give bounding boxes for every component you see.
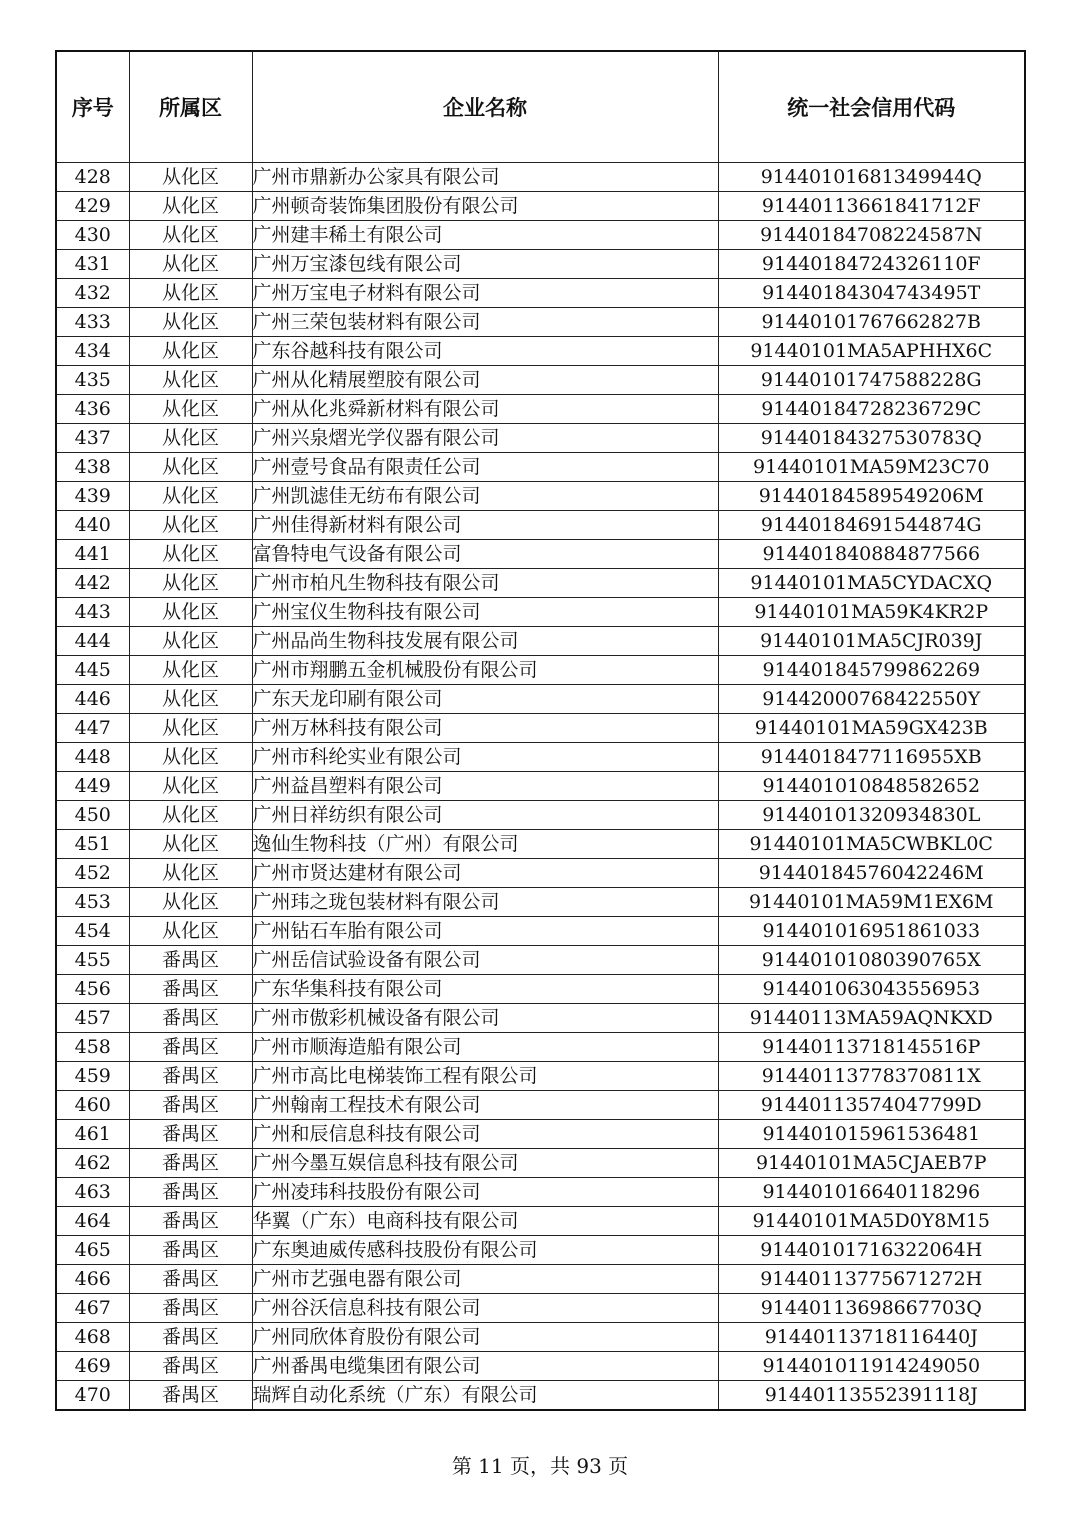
row-credit-code: 91440101080390765X — [718, 946, 1025, 975]
row-district: 番禺区 — [129, 1178, 252, 1207]
row-company-name: 广州翰南工程技术有限公司 — [252, 1091, 718, 1120]
row-district: 从化区 — [129, 685, 252, 714]
row-number: 464 — [56, 1207, 129, 1236]
table-row — [56, 946, 1025, 975]
row-district: 番禺区 — [129, 1352, 252, 1381]
table-row — [56, 743, 1025, 772]
row-company-name: 广州万宝漆包线有限公司 — [252, 250, 718, 279]
row-district: 番禺区 — [129, 946, 252, 975]
row-district: 从化区 — [129, 859, 252, 888]
row-number: 465 — [56, 1236, 129, 1265]
row-company-name: 广州兴泉熠光学仪器有限公司 — [252, 424, 718, 453]
row-company-name: 广州市翔鹏五金机械股份有限公司 — [252, 656, 718, 685]
row-company-name: 富鲁特电气设备有限公司 — [252, 540, 718, 569]
row-credit-code: 91440113698667703Q — [718, 1294, 1025, 1323]
row-district: 从化区 — [129, 656, 252, 685]
row-company-name: 广州市高比电梯装饰工程有限公司 — [252, 1062, 718, 1091]
row-district: 番禺区 — [129, 1207, 252, 1236]
row-district: 从化区 — [129, 714, 252, 743]
table-row — [56, 598, 1025, 627]
row-company-name: 广州从化兆舜新材料有限公司 — [252, 395, 718, 424]
row-district: 从化区 — [129, 308, 252, 337]
row-number: 449 — [56, 772, 129, 801]
table-row — [56, 888, 1025, 917]
row-company-name: 广州市艺强电器有限公司 — [252, 1265, 718, 1294]
row-credit-code: 91440101MA5CJAEB7P — [718, 1149, 1025, 1178]
row-number: 448 — [56, 743, 129, 772]
row-credit-code: 91440101084858265​2 — [718, 772, 1025, 801]
row-company-name: 广东天龙印刷有限公司 — [252, 685, 718, 714]
row-credit-code: 91440101747588228G — [718, 366, 1025, 395]
table-row — [56, 1236, 1025, 1265]
row-credit-code: 91440113718145516P — [718, 1033, 1025, 1062]
table-row — [56, 1033, 1025, 1062]
row-number: 436 — [56, 395, 129, 424]
row-credit-code: 91440101MA5APHHX6C — [718, 337, 1025, 366]
row-district: 番禺区 — [129, 1265, 252, 1294]
row-credit-code: 91440184728236729C — [718, 395, 1025, 424]
row-district: 番禺区 — [129, 1381, 252, 1411]
row-district: 从化区 — [129, 366, 252, 395]
row-credit-code: 91440184691544874G — [718, 511, 1025, 540]
table-row — [56, 337, 1025, 366]
table-row — [56, 395, 1025, 424]
row-district: 从化区 — [129, 830, 252, 859]
row-company-name: 广州市傲彩机械设备有限公司 — [252, 1004, 718, 1033]
row-number: 457 — [56, 1004, 129, 1033]
table-row — [56, 1120, 1025, 1149]
table-row — [56, 1207, 1025, 1236]
row-company-name: 广州玮之珑包装材料有限公司 — [252, 888, 718, 917]
row-company-name: 广州品尚生物科技发展有限公司 — [252, 627, 718, 656]
table-row — [56, 1091, 1025, 1120]
row-company-name: 广东奥迪威传感科技股份有限公司 — [252, 1236, 718, 1265]
header-name: 企业名称 — [252, 51, 718, 163]
row-number: 433 — [56, 308, 129, 337]
table-row — [56, 569, 1025, 598]
row-district: 从化区 — [129, 772, 252, 801]
row-company-name: 广州凯滤佳无纺布有限公司 — [252, 482, 718, 511]
row-company-name: 广州番禺电缆集团有限公司 — [252, 1352, 718, 1381]
row-number: 430 — [56, 221, 129, 250]
row-credit-code: 91440184327530783Q — [718, 424, 1025, 453]
row-number: 461 — [56, 1120, 129, 1149]
row-company-name: 广州顿奇装饰集团股份有限公司 — [252, 192, 718, 221]
row-credit-code: 91440101MA5D0Y8M15 — [718, 1207, 1025, 1236]
row-district: 番禺区 — [129, 1294, 252, 1323]
row-credit-code: 91440101767662827B — [718, 308, 1025, 337]
row-credit-code: 91440106304355695​3 — [718, 975, 1025, 1004]
row-company-name: 广州万宝电子材料有限公司 — [252, 279, 718, 308]
row-district: 从化区 — [129, 627, 252, 656]
row-number: 432 — [56, 279, 129, 308]
table-row — [56, 1178, 1025, 1207]
row-credit-code: 91440101MA59M1EX6M — [718, 888, 1025, 917]
table-row — [56, 308, 1025, 337]
table-row — [56, 1062, 1025, 1091]
table-header — [56, 51, 1025, 163]
row-company-name: 广州钻石车胎有限公司 — [252, 917, 718, 946]
table-row — [56, 424, 1025, 453]
row-credit-code: 91440184088487756​6 — [718, 540, 1025, 569]
row-credit-code: 91440101MA5CWBKL0C — [718, 830, 1025, 859]
row-credit-code: 91440113552391118J — [718, 1381, 1025, 1411]
row-number: 460 — [56, 1091, 129, 1120]
table-row — [56, 366, 1025, 395]
table-row — [56, 511, 1025, 540]
table-row — [56, 163, 1025, 192]
row-company-name: 广州市贤达建材有限公司 — [252, 859, 718, 888]
row-credit-code: 91440101MA5CJR039J — [718, 627, 1025, 656]
row-company-name: 广州日祥纺织有限公司 — [252, 801, 718, 830]
row-company-name: 广州三荣包装材料有限公司 — [252, 308, 718, 337]
row-number: 452 — [56, 859, 129, 888]
table-row — [56, 453, 1025, 482]
row-company-name: 广州万林科技有限公司 — [252, 714, 718, 743]
row-district: 从化区 — [129, 337, 252, 366]
row-number: 458 — [56, 1033, 129, 1062]
row-number: 442 — [56, 569, 129, 598]
table-row — [56, 714, 1025, 743]
row-number: 446 — [56, 685, 129, 714]
table-row — [56, 1004, 1025, 1033]
table-row — [56, 801, 1025, 830]
row-credit-code: 91440113775671272H — [718, 1265, 1025, 1294]
row-district: 番禺区 — [129, 1149, 252, 1178]
row-number: 467 — [56, 1294, 129, 1323]
row-district: 从化区 — [129, 221, 252, 250]
table-row — [56, 192, 1025, 221]
table-body — [56, 163, 1025, 1411]
row-company-name: 广州宝仪生物科技有限公司 — [252, 598, 718, 627]
row-number: 434 — [56, 337, 129, 366]
row-company-name: 广东华集科技有限公司 — [252, 975, 718, 1004]
table-row — [56, 917, 1025, 946]
enterprise-table — [55, 50, 1026, 1411]
table-row — [56, 772, 1025, 801]
row-number: 451 — [56, 830, 129, 859]
row-number: 443 — [56, 598, 129, 627]
row-credit-code: 91440101681349944Q — [718, 163, 1025, 192]
row-credit-code: 91440101596153648​1 — [718, 1120, 1025, 1149]
row-district: 从化区 — [129, 453, 252, 482]
row-district: 番禺区 — [129, 1323, 252, 1352]
row-credit-code: 91440101MA59K4KR2P — [718, 598, 1025, 627]
row-credit-code: 91440184589549206M — [718, 482, 1025, 511]
table-row — [56, 250, 1025, 279]
table-row — [56, 540, 1025, 569]
row-number: 437 — [56, 424, 129, 453]
row-credit-code: 91440101MA5CYDACXQ — [718, 569, 1025, 598]
row-district: 番禺区 — [129, 1004, 252, 1033]
row-company-name: 广州同欣体育股份有限公司 — [252, 1323, 718, 1352]
table-row — [56, 1352, 1025, 1381]
row-company-name: 广州从化精展塑胶有限公司 — [252, 366, 718, 395]
header-code: 统一社会信用代码 — [718, 51, 1025, 163]
header-num: 序号 — [56, 51, 129, 163]
table-row — [56, 685, 1025, 714]
table-row — [56, 279, 1025, 308]
row-number: 440 — [56, 511, 129, 540]
row-credit-code: 91440184304743495T — [718, 279, 1025, 308]
row-company-name: 广州岳信试验设备有限公司 — [252, 946, 718, 975]
row-company-name: 广州和辰信息科技有限公司 — [252, 1120, 718, 1149]
row-district: 从化区 — [129, 250, 252, 279]
row-credit-code: 9144018477116955XB — [718, 743, 1025, 772]
row-company-name: 广州谷沃信息科技有限公司 — [252, 1294, 718, 1323]
row-number: 459 — [56, 1062, 129, 1091]
row-company-name: 广州壹号食品有限责任公司 — [252, 453, 718, 482]
row-number: 463 — [56, 1178, 129, 1207]
row-district: 从化区 — [129, 279, 252, 308]
table-row — [56, 830, 1025, 859]
row-district: 从化区 — [129, 395, 252, 424]
table-row — [56, 1294, 1025, 1323]
row-district: 从化区 — [129, 888, 252, 917]
row-number: 466 — [56, 1265, 129, 1294]
row-company-name: 广州佳得新材料有限公司 — [252, 511, 718, 540]
row-district: 番禺区 — [129, 1236, 252, 1265]
row-company-name: 广州市鼎新办公家具有限公司 — [252, 163, 718, 192]
row-district: 从化区 — [129, 801, 252, 830]
row-company-name: 广州市科纶实业有限公司 — [252, 743, 718, 772]
row-number: 453 — [56, 888, 129, 917]
row-number: 447 — [56, 714, 129, 743]
row-credit-code: 91440113MA59AQNKXD — [718, 1004, 1025, 1033]
row-district: 从化区 — [129, 192, 252, 221]
table-row — [56, 656, 1025, 685]
row-credit-code: 91440101716322064H — [718, 1236, 1025, 1265]
row-credit-code: 91440101695186103​3 — [718, 917, 1025, 946]
row-company-name: 广州建丰稀土有限公司 — [252, 221, 718, 250]
row-number: 450 — [56, 801, 129, 830]
row-credit-code: 91440184576042246M — [718, 859, 1025, 888]
page-number: 第 11 页，共 93 页 — [451, 1454, 629, 1478]
row-number: 429 — [56, 192, 129, 221]
row-credit-code: 91440184579986226​9 — [718, 656, 1025, 685]
row-credit-code: 91440101664011829​6 — [718, 1178, 1025, 1207]
row-number: 435 — [56, 366, 129, 395]
row-credit-code: 91440113718116440J — [718, 1323, 1025, 1352]
row-credit-code: 91440101320934830L — [718, 801, 1025, 830]
row-company-name: 华翼（广东）电商科技有限公司 — [252, 1207, 718, 1236]
row-number: 468 — [56, 1323, 129, 1352]
row-company-name: 广州益昌塑料有限公司 — [252, 772, 718, 801]
row-credit-code: 91440101MA59GX423B — [718, 714, 1025, 743]
table-row — [56, 482, 1025, 511]
row-number: 428 — [56, 163, 129, 192]
table-row — [56, 627, 1025, 656]
row-number: 445 — [56, 656, 129, 685]
row-company-name: 广州市顺海造船有限公司 — [252, 1033, 718, 1062]
row-number: 441 — [56, 540, 129, 569]
table-row — [56, 1265, 1025, 1294]
row-number: 469 — [56, 1352, 129, 1381]
row-credit-code: 91440113661841712F — [718, 192, 1025, 221]
table-row — [56, 1149, 1025, 1178]
table-row — [56, 975, 1025, 1004]
row-number: 462 — [56, 1149, 129, 1178]
row-credit-code: 91440101191424905​0 — [718, 1352, 1025, 1381]
row-district: 从化区 — [129, 163, 252, 192]
row-credit-code: 91440113574047799D — [718, 1091, 1025, 1120]
header-row — [56, 51, 1025, 163]
row-district: 番禺区 — [129, 1091, 252, 1120]
row-number: 455 — [56, 946, 129, 975]
row-district: 从化区 — [129, 569, 252, 598]
row-district: 从化区 — [129, 424, 252, 453]
table-row — [56, 859, 1025, 888]
row-company-name: 广州凌玮科技股份有限公司 — [252, 1178, 718, 1207]
row-company-name: 广东谷越科技有限公司 — [252, 337, 718, 366]
table-row — [56, 221, 1025, 250]
row-number: 438 — [56, 453, 129, 482]
row-credit-code: 91440101MA59M23C70 — [718, 453, 1025, 482]
row-number: 431 — [56, 250, 129, 279]
row-number: 454 — [56, 917, 129, 946]
row-district: 从化区 — [129, 598, 252, 627]
row-district: 从化区 — [129, 482, 252, 511]
table-row — [56, 1323, 1025, 1352]
row-district: 番禺区 — [129, 1062, 252, 1091]
header-district: 所属区 — [129, 51, 252, 163]
row-company-name: 广州今墨互娱信息科技有限公司 — [252, 1149, 718, 1178]
row-credit-code: 91440184708224587N — [718, 221, 1025, 250]
row-number: 439 — [56, 482, 129, 511]
row-credit-code: 91442000768422550Y — [718, 685, 1025, 714]
row-district: 从化区 — [129, 743, 252, 772]
row-company-name: 瑞辉自动化系统（广东）有限公司 — [252, 1381, 718, 1411]
row-number: 444 — [56, 627, 129, 656]
row-number: 470 — [56, 1381, 129, 1411]
row-district: 番禺区 — [129, 1120, 252, 1149]
row-district: 番禺区 — [129, 1033, 252, 1062]
row-number: 456 — [56, 975, 129, 1004]
row-company-name: 逸仙生物科技（广州）有限公司 — [252, 830, 718, 859]
table-row — [56, 1381, 1025, 1411]
row-district: 从化区 — [129, 511, 252, 540]
row-credit-code: 91440113778370811X — [718, 1062, 1025, 1091]
row-company-name: 广州市柏凡生物科技有限公司 — [252, 569, 718, 598]
row-credit-code: 91440184724326110F — [718, 250, 1025, 279]
row-district: 从化区 — [129, 917, 252, 946]
row-district: 从化区 — [129, 540, 252, 569]
row-district: 番禺区 — [129, 975, 252, 1004]
